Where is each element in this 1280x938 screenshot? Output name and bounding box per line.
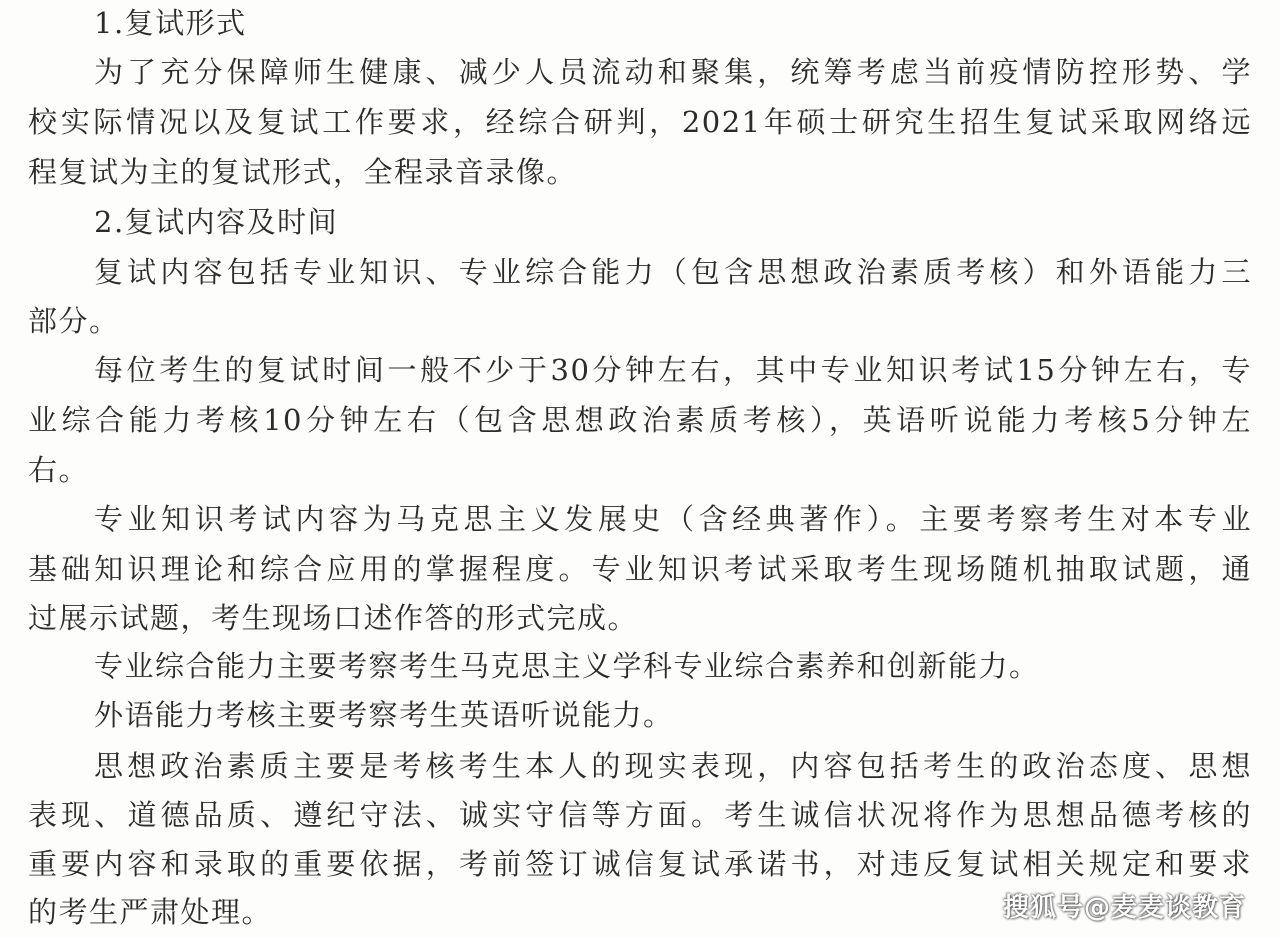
paragraph-line: 程复试为主的复试形式，全程录音录像。 (28, 155, 578, 189)
watermark-text: 搜狐号@麦麦谈教育 (1002, 893, 1246, 923)
paragraph-line: 过展示试题，考生现场口述作答的形式完成。 (28, 601, 639, 635)
paragraph-line: 为了充分保障师生健康、减少人员流动和聚集，统筹考虑当前疫情防控形势、学 (94, 55, 1252, 89)
paragraph-line: 业综合能力考核10分钟左右（包含思想政治素质考核），英语听说能力考核5分钟左 (28, 403, 1252, 437)
paragraph-line: 基础知识理论和综合应用的掌握程度。专业知识考试采取考生现场随机抽取试题，通 (28, 552, 1252, 586)
paragraph-line: 复试内容包括专业知识、专业综合能力（包含思想政治素质考核）和外语能力三 (94, 255, 1252, 289)
paragraph-line: 重要内容和录取的重要依据，考前签订诚信复试承诺书，对违反复试相关规定和要求 (28, 847, 1252, 881)
paragraph-line: 部分。 (28, 304, 120, 338)
paragraph-line: 右。 (28, 453, 90, 487)
paragraph-line: 每位考生的复试时间一般不少于30分钟左右，其中专业知识考试15分钟左右，专 (94, 353, 1252, 387)
paragraph-line: 表现、道德品质、遵纪守法、诚实守信等方面。考生诚信状况将作为思想品德考核的 (28, 798, 1252, 832)
paragraph-line: 外语能力考核主要考察考生英语听说能力。 (94, 698, 674, 732)
heading-exam-format: 1.复试形式 (94, 6, 247, 40)
paragraph-line: 的考生严肃处理。 (28, 895, 273, 929)
paragraph-line: 校实际情况以及复试工作要求，经综合研判，2021年硕士研究生招生复试采取网络远 (28, 105, 1252, 139)
paragraph-line: 专业知识考试内容为马克思主义发展史（含经典著作）。主要考察考生对本专业 (94, 502, 1252, 536)
paragraph-line: 专业综合能力主要考察考生马克思主义学科专业综合素养和创新能力。 (94, 649, 1040, 683)
heading-exam-content-time: 2.复试内容及时间 (94, 205, 339, 239)
paragraph-line: 思想政治素质主要是考核考生本人的现实表现，内容包括考生的政治态度、思想 (94, 749, 1252, 783)
